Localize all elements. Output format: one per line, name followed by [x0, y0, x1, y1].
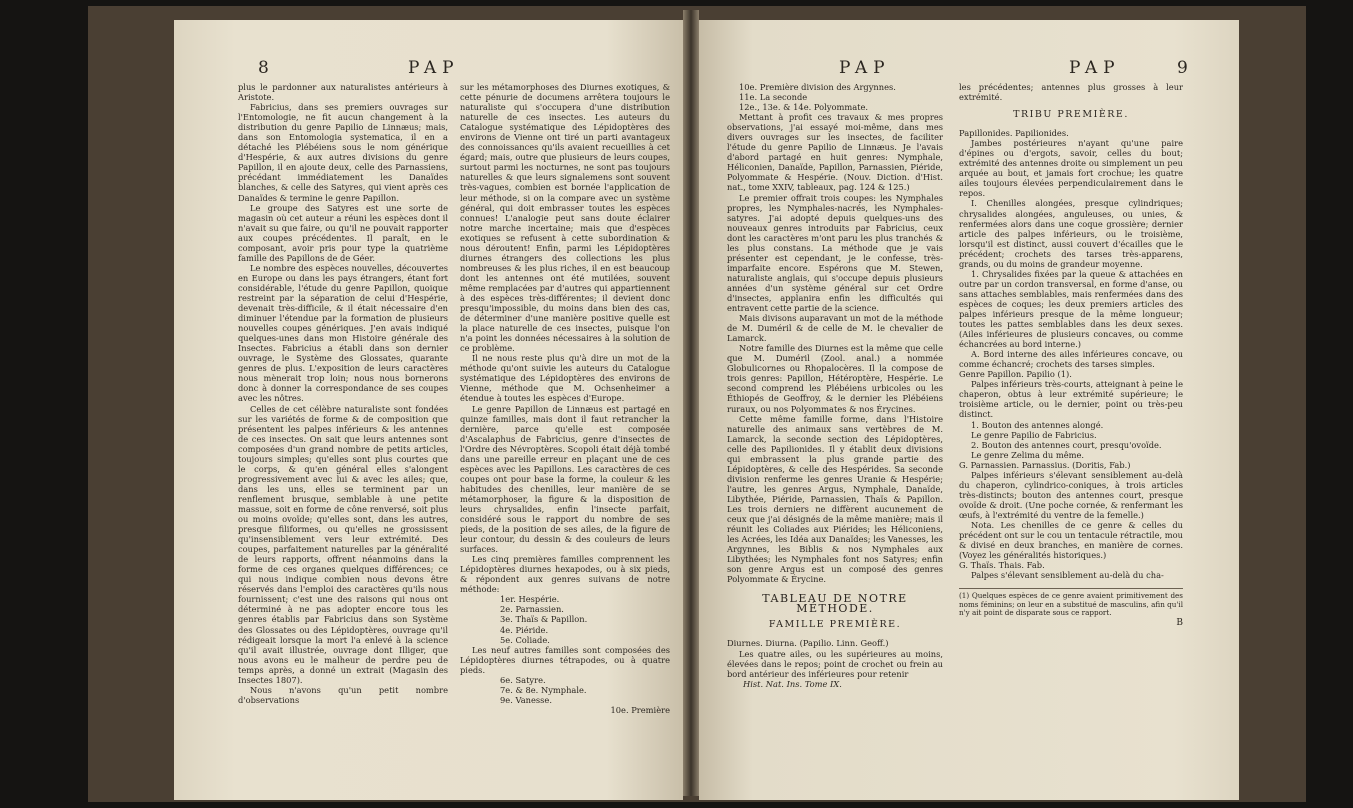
catchword: 10e. Première [610, 704, 670, 715]
paragraph: A. Bord interne des ailes inférieures concave, ou comme échancré; crochets des tarses simples. [959, 349, 1183, 370]
family-list-2 [460, 675, 670, 705]
genus-heading: G. Thaïs. Thais. Fab. [959, 560, 1045, 571]
paragraph: Mettant à profit ces travaux & mes propres observations, j'ai essayé moi-même, dans mes divers ouvrages sur les insectes, de faciliter l'étude du genre Papilio de Linnæus. Je l'avais d'abord partagé en huit genres: Nymphale, Héliconien, Danaïde, Papillon, Parnassien, Piéride, Polyommate & Hespérie. (Nouv. Diction. d'Hist. nat., tome XXIV, tableaux, pag. 124 & 125.) [727, 112, 943, 193]
signature-mark: B [1176, 617, 1183, 628]
paragraph: Les quatre ailes, ou les supérieures au moins, élevées dans le repos; point de crochet ou frein au bord antérieur des inférieures pour retenir [727, 648, 943, 679]
list-item: 2e. Parnassien. [500, 604, 564, 615]
left-column-1 [238, 82, 448, 786]
genus-heading: Genre Papillon. Papilio (1). [959, 369, 1072, 380]
paragraph: sur les métamorphoses des Diurnes exotiques, & cette pénurie de documens arrêtera toujours le naturaliste qui s'occupera d'une distribution naturelle de ces insectes. Les auteurs du Catalogue systématique des Lépidoptères des environs de Vienne ont tiré un parti avantageux des connoissances qu'ils avaient recueillies à cet égard; mais, outre que plusieurs de leurs coupes, surtout parmi les nocturnes, ne sont pas toujours naturelles & que leurs signalemens sont souvent très-vagues, combien est bornée l'application de leur méthode, si on la compare avec un système général, qui doit embrasser toutes les espèces connues! L'analogie peut sans doute éclairer notre marche incertaine; mais que d'espèces exotiques se refusent à cette subordination & nous déroutent! Enfin, parmi les Lépidoptères diurnes étrangers des collections les plus nombreuses & les plus riches, il en est beaucoup dont les antennes ont été mutilées, souvent même remplacées par d'autres qui appartiennent à des espèces très-différentes; il devient donc presqu'impossible, du moins dans bien des cas, de déterminer d'une manière positive quelle est la place naturelle de ces insectes, puisque l'on n'a point les données nécessaires à la solution de ce problème. [460, 82, 670, 354]
list-item: 6e. Satyre. [500, 674, 546, 685]
paragraph: I. Chenilles alongées, presque cylindriques; chrysalides alongées, anguleuses, ou unies, & renfermées alors dans une coque grossière; dernier article des palpes inférieurs, ou le troisième, lorsqu'il est distinct, aussi couvert d'écailles que le précédent; crochets des tarses très-apparens, grands, ou du moins de grandeur moyenne. [959, 198, 1183, 269]
paragraph: Palpes s'élevant sensiblement au-delà du cha- [971, 570, 1164, 581]
paragraph: plus le pardonner aux naturalistes antérieurs à Aristote. [238, 82, 448, 103]
left-column-2 [460, 82, 670, 786]
paragraph: Les neuf autres familles sont composées des Lépidoptères diurnes tétrapodes, ou à quatre pieds. [460, 644, 670, 675]
paragraph: Le genre Zelima du même. [971, 449, 1085, 460]
list-item: 10e. Première division des Argynnes. [739, 82, 896, 92]
paragraph: Jambes postérieures n'ayant qu'une paire d'épines ou d'ergots, savoir, celles du bout; extrémité des antennes droite ou simplement un peu arquée au bout, et jamais fort crochue; les quatre ailes toujours élevées perpendiculairement dans le repos. [959, 138, 1183, 199]
right-head-title-2: PAP [1069, 58, 1121, 78]
paragraph: 2. Bouton des antennes court, presqu'ovoïde. [971, 439, 1162, 450]
paragraph: 1. Chrysalides fixées par la queue & attachées en outre par un cordon transversal, en forme d'anse, ou sans attaches semblables, mais renfermées dans des espèces de coques; les deux premiers articles des palpes inférieurs presque de la même longueur; toutes les pattes semblables dans les deux sexes. (Ailes inférieures de plusieurs concaves, ou comme échancrées au bord interne.) [959, 268, 1183, 350]
paragraph: Cette même famille forme, dans l'Histoire naturelle des animaux sans vertèbres de M. Lamarck, la seconde section des Lépidoptères, celle des Papilionides. Il y établit deux divisions qui embrassent la plus grande partie des Lépidoptères, & celle des Hespérides. Sa seconde division renferme les genres Uranie & Hespérie; l'autre, les genres Argus, Nymphale, Danaïde, Libythée, Piéride, Parnassien, Thaïs & Papillon. Les trois derniers ne diffèrent aucunement de ceux que j'ai désignés de la même manière; mais il réunit les Coliades aux Piérides; les Héliconiens, les Acrées, les Idéa aux Danaïdes; les Vanesses, les Argynnes, les Biblis & nos Nymphales aux Libythées; les Nymphales font nos Satyres; enfin son genre Argus est un composé des genres Polyommate & Érycine. [727, 413, 943, 585]
paragraph: Palpes inférieurs très-courts, atteignant à peine le chaperon, obtus à leur extrémité supérieure; le troisième article, ou le dernier, point ou très-peu distinct. [959, 379, 1183, 420]
right-page-number: 9 [1177, 58, 1188, 78]
tribe-title: TRIBU PREMIÈRE. [1013, 109, 1129, 121]
family-list [460, 594, 670, 644]
paragraph: Le groupe des Satyres est une sorte de magasin où cet auteur a réuni les espèces dont il n'avait su que faire, ou qu'il ne pouvait rapporter aux coupes précédentes. Il paraît, en le composant, avoir pris pour type la quatrième famille des Papillons de de Géer. [238, 202, 448, 263]
paragraph: les précédentes; antennes plus grosses à leur extrémité. [959, 82, 1183, 103]
left-page-number: 8 [258, 58, 269, 78]
left-running-head [174, 58, 683, 84]
family-list-3 [727, 82, 943, 112]
footnote: (1) Quelques espèces de ce genre avaient primitivement des noms féminins; on leur en a substitué de masculins, afin qu'il n'y ait point de disparate sous ce rapport. [959, 588, 1183, 618]
family-title: FAMILLE PREMIÈRE. [768, 619, 902, 631]
book-gutter [683, 10, 699, 796]
list-item: 3e. Thaïs & Papillon. [500, 614, 588, 625]
right-column-1 [727, 82, 943, 786]
right-head-title: PAP [839, 58, 891, 78]
list-item: 7e. & 8e. Nymphale. [500, 684, 587, 695]
paragraph: Nous n'avons qu'un petit nombre d'observations [238, 684, 448, 705]
table-title: TABLEAU DE NOTRE MÉTHODE. [762, 592, 908, 616]
paragraph: Mais divisons auparavant un mot de la méthode de M. Duméril & de celle de M. le chevalier de Lamarck. [727, 313, 943, 344]
family-intro: Diurnes. Diurna. (Papilio. Linn. Geoff.) [727, 638, 889, 649]
list-item: 12e., 13e. & 14e. Polyommate. [739, 102, 869, 113]
list-item: 1er. Hespérie. [500, 594, 560, 605]
paragraph: 1. Bouton des antennes alongé. [971, 419, 1104, 430]
paragraph: Notre famille des Diurnes est la même que celle que M. Duméril (Zool. anal.) a nommée Globulicornes ou Rhopalocères. Il la compose de trois genres: Papillon, Hétéroptère, Hespérie. Le second comprend les Plébéiens urbicoles ou les Éthiopés de Geoffroy, & le dernier les Plébéiens ruraux, ou nos Polyommates & nos Érycines. [727, 343, 943, 414]
paragraph: Palpes inférieurs s'élevant sensiblement au-delà du chaperon, cylindrico-coniques, à trois articles très-distincts; bouton des antennes court, presque ovoïde & droit. (Une poche cornée, & renfermant les œufs, à l'extrémité du ventre de la femelle.) [959, 469, 1183, 520]
paragraph: Le genre Papillon de Linnæus est partagé en quinze familles, mais dont il faut retrancher la dernière, parce qu'elle est composée d'Ascalaphus de Fabricius, genre d'insectes de l'Ordre des Névroptères. Scopoli était déjà tombé dans une pareille erreur en plaçant une de ces espèces avec les Papillons. Les caractères de ces coupes ont pour base la forme, la couleur & les habitudes des chenilles, leur manière de se métamorphoser, la figure & la disposition de leurs chrysalides, enfin l'insecte parfait, considéré sous le rapport du nombre de ses pieds, de la position de ses ailes, de la figure de leur contour, du dessin & des couleurs de leurs surfaces. [460, 403, 670, 555]
list-item: 9e. Vanesse. [500, 694, 552, 705]
paragraph: Les cinq premières familles comprennent les Lépidoptères diurnes hexapodes, ou à six pieds, & répondent aux genres suivans de notre méthode: [460, 554, 670, 595]
paragraph: Le genre Papilio de Fabricius. [971, 429, 1097, 440]
paragraph: Celles de cet célèbre naturaliste sont fondées sur les variétés de forme & de composition que présentent les palpes inférieurs & les antennes de ces insectes. On sait que leurs antennes sont composées d'un grand nombre de petits articles, toujours simples; qu'elles sont plus courtes que le corps, & qu'en général elles s'alongent progressivement avec lui & avec les ailes; que, dans les uns, elles se terminent par un renflement brusque, semblable à une petite massue, soit en forme de cône renversé, soit plus ou moins ovoïde; qu'elles sont, dans les autres, presque filiformes, ou qu'elles ne grossissent qu'insensiblement vers leur extrémité. Des coupes, parfaitement naturelles par la généralité de leurs rapports, offrent néanmoins dans la forme de ces organes quelques différences; ce qui nous indique combien nous devons être réservés dans l'emploi des caractères qu'ils nous fournissent; c'est une des raisons qui nous ont déterminé à ne pas adopter encore tous les genres établis par Fabricius dans son Système des Glossates ou des Lépidoptères, ouvrage qu'il rédigeait lorsque la mort l'a enlevé à la science qu'il avait illustrée, ouvrage dont Illiger, que nous avons eu le malheur de perdre peu de temps après, a donné un extrait (Magasin des Insectes 1807). [238, 403, 448, 685]
list-item: 5e. Coliade. [500, 634, 550, 645]
signature-line: Hist. Nat. Ins. Tome IX. [743, 678, 842, 689]
tribe-subtitle: Papillonides. Papilionides. [959, 128, 1069, 139]
paragraph: Il ne nous reste plus qu'à dire un mot de la méthode qu'ont suivie les auteurs du Catalogue systématique des Lépidoptères des environs de Vienne, méthode que M. Ochsenheimer a étendue à toutes les espèces d'Europe. [460, 353, 670, 404]
list-item: 4e. Piéride. [500, 624, 549, 635]
paragraph: Fabricius, dans ses premiers ouvrages sur l'Entomologie, ne fit aucun changement à la distribution du genre Papilio de Linnæus; mais, dans son Entomologia systematica, il en a détaché les Plébéiens sous le nom générique d'Hespérie, & aux autres divisions du genre Papillon, il en ajoute deux, celle des Parnassiens, précédant immédiatement les Danaïdes blanches, & celle des Satyres, qui vient après ces Danaïdes & termine le genre Papillon. [238, 102, 448, 203]
genus-heading: G. Parnassien. Parnassius. (Doritis, Fab.) [959, 459, 1131, 470]
right-column-2 [959, 82, 1183, 786]
right-running-head [699, 58, 1239, 84]
list-item: 11e. La seconde [739, 92, 808, 103]
right-page [699, 20, 1239, 800]
paragraph: Le premier offrait trois coupes: les Nymphales propres, les Nymphales-nacrés, les Nymphales-satyres. J'ai adopté depuis quelques-uns des nouveaux genres introduits par Fabricius, ceux dont les caractères m'ont paru les plus tranchés & les plus constans. La méthode que je vais présenter est cependant, je le confesse, très-imparfaite encore. Espérons que M. Stewen, naturaliste anglais, qui s'occupe depuis plusieurs années d'un système général sur cet Ordre d'insectes, applanira enfin les difficultés qui entravent cette partie de la science. [727, 192, 943, 314]
paragraph: Le nombre des espèces nouvelles, découvertes en Europe ou dans les pays étrangers, étant fort considérable, l'étude du genre Papillon, quoique restreint par la séparation de celui d'Hespérie, devenait très-difficile, & il était nécessaire d'en diminuer l'étendue par la formation de plusieurs nouvelles coupes génériques. J'en avais indiqué quelques-unes dans mon Histoire générale des Insectes. Fabricius a établi dans son dernier ouvrage, le Système des Glossates, quarante genres de plus. L'exposition de leurs caractères nous mènerait trop loin; nous nous bornerons donc à donner la correspondance de ses coupes avec les nôtres. [238, 262, 448, 404]
left-page [174, 20, 683, 800]
left-head-title: PAP [408, 58, 460, 78]
paragraph: Nota. Les chenilles de ce genre & celles du précédent ont sur le cou un tentacule rétractile, mou & divisé en deux branches, en manière de cornes. (Voyez les généralités historiques.) [959, 519, 1183, 561]
